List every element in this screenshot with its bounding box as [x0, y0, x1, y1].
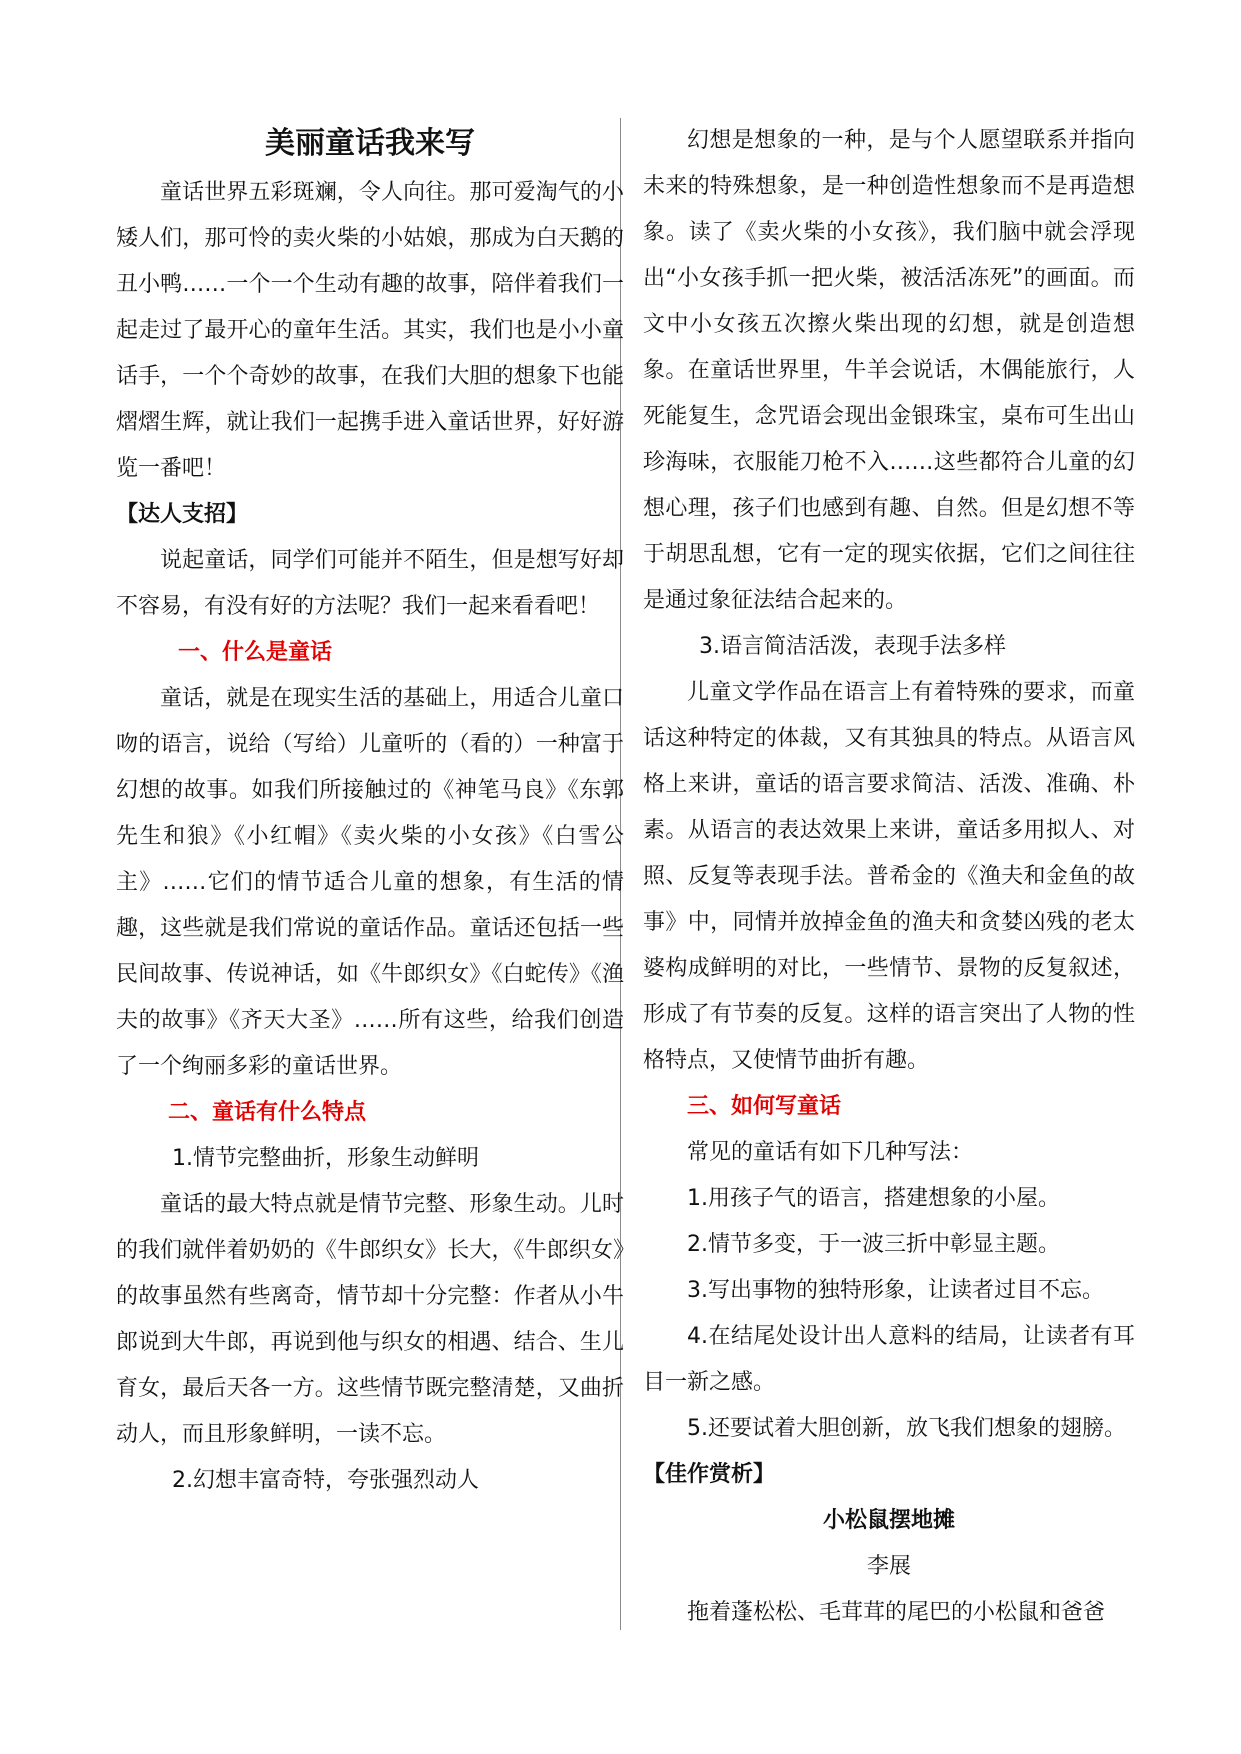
- tips-paragraph: 说起童话，同学们可能并不陌生，但是想写好却不容易，有没有好的方法呢？我们一起来看看吧！: [116, 548, 624, 619]
- intro-paragraph: 童话世界五彩斑斓，令人向往。那可爱淘气的小矮人们，那可怜的卖火柴的小姑娘，那成为白天鹅的丑小鸭……一个一个生动有趣的故事，陪伴着我们一起走过了最开心的童年生活。其实，我们也是小小童话手，一个个奇妙的故事，在我们大胆的想象下也能熠熠生辉，就让我们一起携手进入童话世界，好好游览一番吧！: [116, 180, 624, 481]
- left-column: [116, 118, 624, 1504]
- work-author: 李展: [866, 1554, 911, 1579]
- work-first-line: 拖着蓬松松、毛茸茸的尾巴的小松鼠和爸爸: [687, 1600, 1106, 1625]
- feature-point-3: 3.语言简洁活泼，表现手法多样: [699, 634, 1006, 659]
- heading-how-to-write: 三、如何写童话: [687, 1094, 842, 1119]
- heading-what-is-fairy-tale: 一、什么是童话: [178, 640, 333, 665]
- feature-point-2: 2.幻想丰富奇特，夸张强烈动人: [172, 1468, 479, 1493]
- method-3: 3.写出事物的独特形象，让读者过目不忘。: [687, 1278, 1104, 1303]
- heading-features: 二、童话有什么特点: [168, 1100, 367, 1125]
- right-column: [643, 118, 1135, 1636]
- feature-point-2-paragraph: 幻想是想象的一种，是与个人愿望联系并指向未来的特殊想象，是一种创造性想象而不是再造想象。读了《卖火柴的小女孩》，我们脑中就会浮现出“小女孩手抓一把火柴，被活活冻死”的画面。而文中小女孩五次擦火柴出现的幻想，就是创造想象。在童话世界里，牛羊会说话，木偶能旅行，人死能复生，念咒语会现出金银珠宝，桌布可生出山珍海味，衣服能刀枪不入……这些都符合儿童的幻想心理，孩子们也感到有趣、自然。但是幻想不等于胡思乱想，它有一定的现实依据，它们之间往往是通过象征法结合起来的。: [643, 128, 1135, 613]
- method-2: 2.情节多变，于一波三折中彰显主题。: [687, 1232, 1060, 1257]
- feature-point-1: 1.情节完整曲折，形象生动鲜明: [172, 1146, 479, 1171]
- feature-point-1-paragraph: 童话的最大特点就是情节完整、形象生动。儿时的我们就伴着奶奶的《牛郎织女》长大，《牛郎织女》的故事虽然有些离奇，情节却十分完整：作者从小牛郎说到大牛郎，再说到他与织女的相遇、结合、生儿育女，最后天各一方。这些情节既完整清楚，又曲折动人，而且形象鲜明，一读不忘。: [116, 1192, 624, 1447]
- methods-intro: 常见的童话有如下几种写法：: [687, 1140, 974, 1165]
- method-5: 5.还要试着大胆创新，放飞我们想象的翅膀。: [687, 1416, 1126, 1441]
- feature-point-3-paragraph: 儿童文学作品在语言上有着特殊的要求，而童话这种特定的体裁，又有其独具的特点。从语言风格上来讲，童话的语言要求简洁、活泼、准确、朴素。从语言的表达效果上来讲，童话多用拟人、对照、反复等表现手法。普希金的《渔夫和金鱼的故事》中，同情并放掉金鱼的渔夫和贪婪凶残的老太婆构成鲜明的对比，一些情节、景物的反复叙述，形成了有节奏的反复。这样的语言突出了人物的性格特点，又使情节曲折有趣。: [643, 680, 1135, 1073]
- article-title: 美丽童话我来写: [265, 126, 475, 161]
- method-1: 1.用孩子气的语言，搭建想象的小屋。: [687, 1186, 1060, 1211]
- section-works-heading: 【佳作赏析】: [643, 1462, 776, 1487]
- work-title: 小松鼠摆地摊: [822, 1508, 955, 1533]
- method-4: 4.在结尾处设计出人意料的结局，让读者有耳目一新之感。: [643, 1324, 1135, 1395]
- section-tips-heading: 【达人支招】: [116, 502, 249, 527]
- what-is-fairy-tale-paragraph: 童话，就是在现实生活的基础上，用适合儿童口吻的语言，说给（写给）儿童听的（看的）一种富于幻想的故事。如我们所接触过的《神笔马良》《东郭先生和狼》《小红帽》《卖火柴的小女孩》《白雪公主》……它们的情节适合儿童的想象，有生活的情趣，这些就是我们常说的童话作品。童话还包括一些民间故事、传说神话，如《牛郎织女》《白蛇传》《渔夫的故事》《齐天大圣》……所有这些，给我们创造了一个绚丽多彩的童话世界。: [116, 686, 624, 1079]
